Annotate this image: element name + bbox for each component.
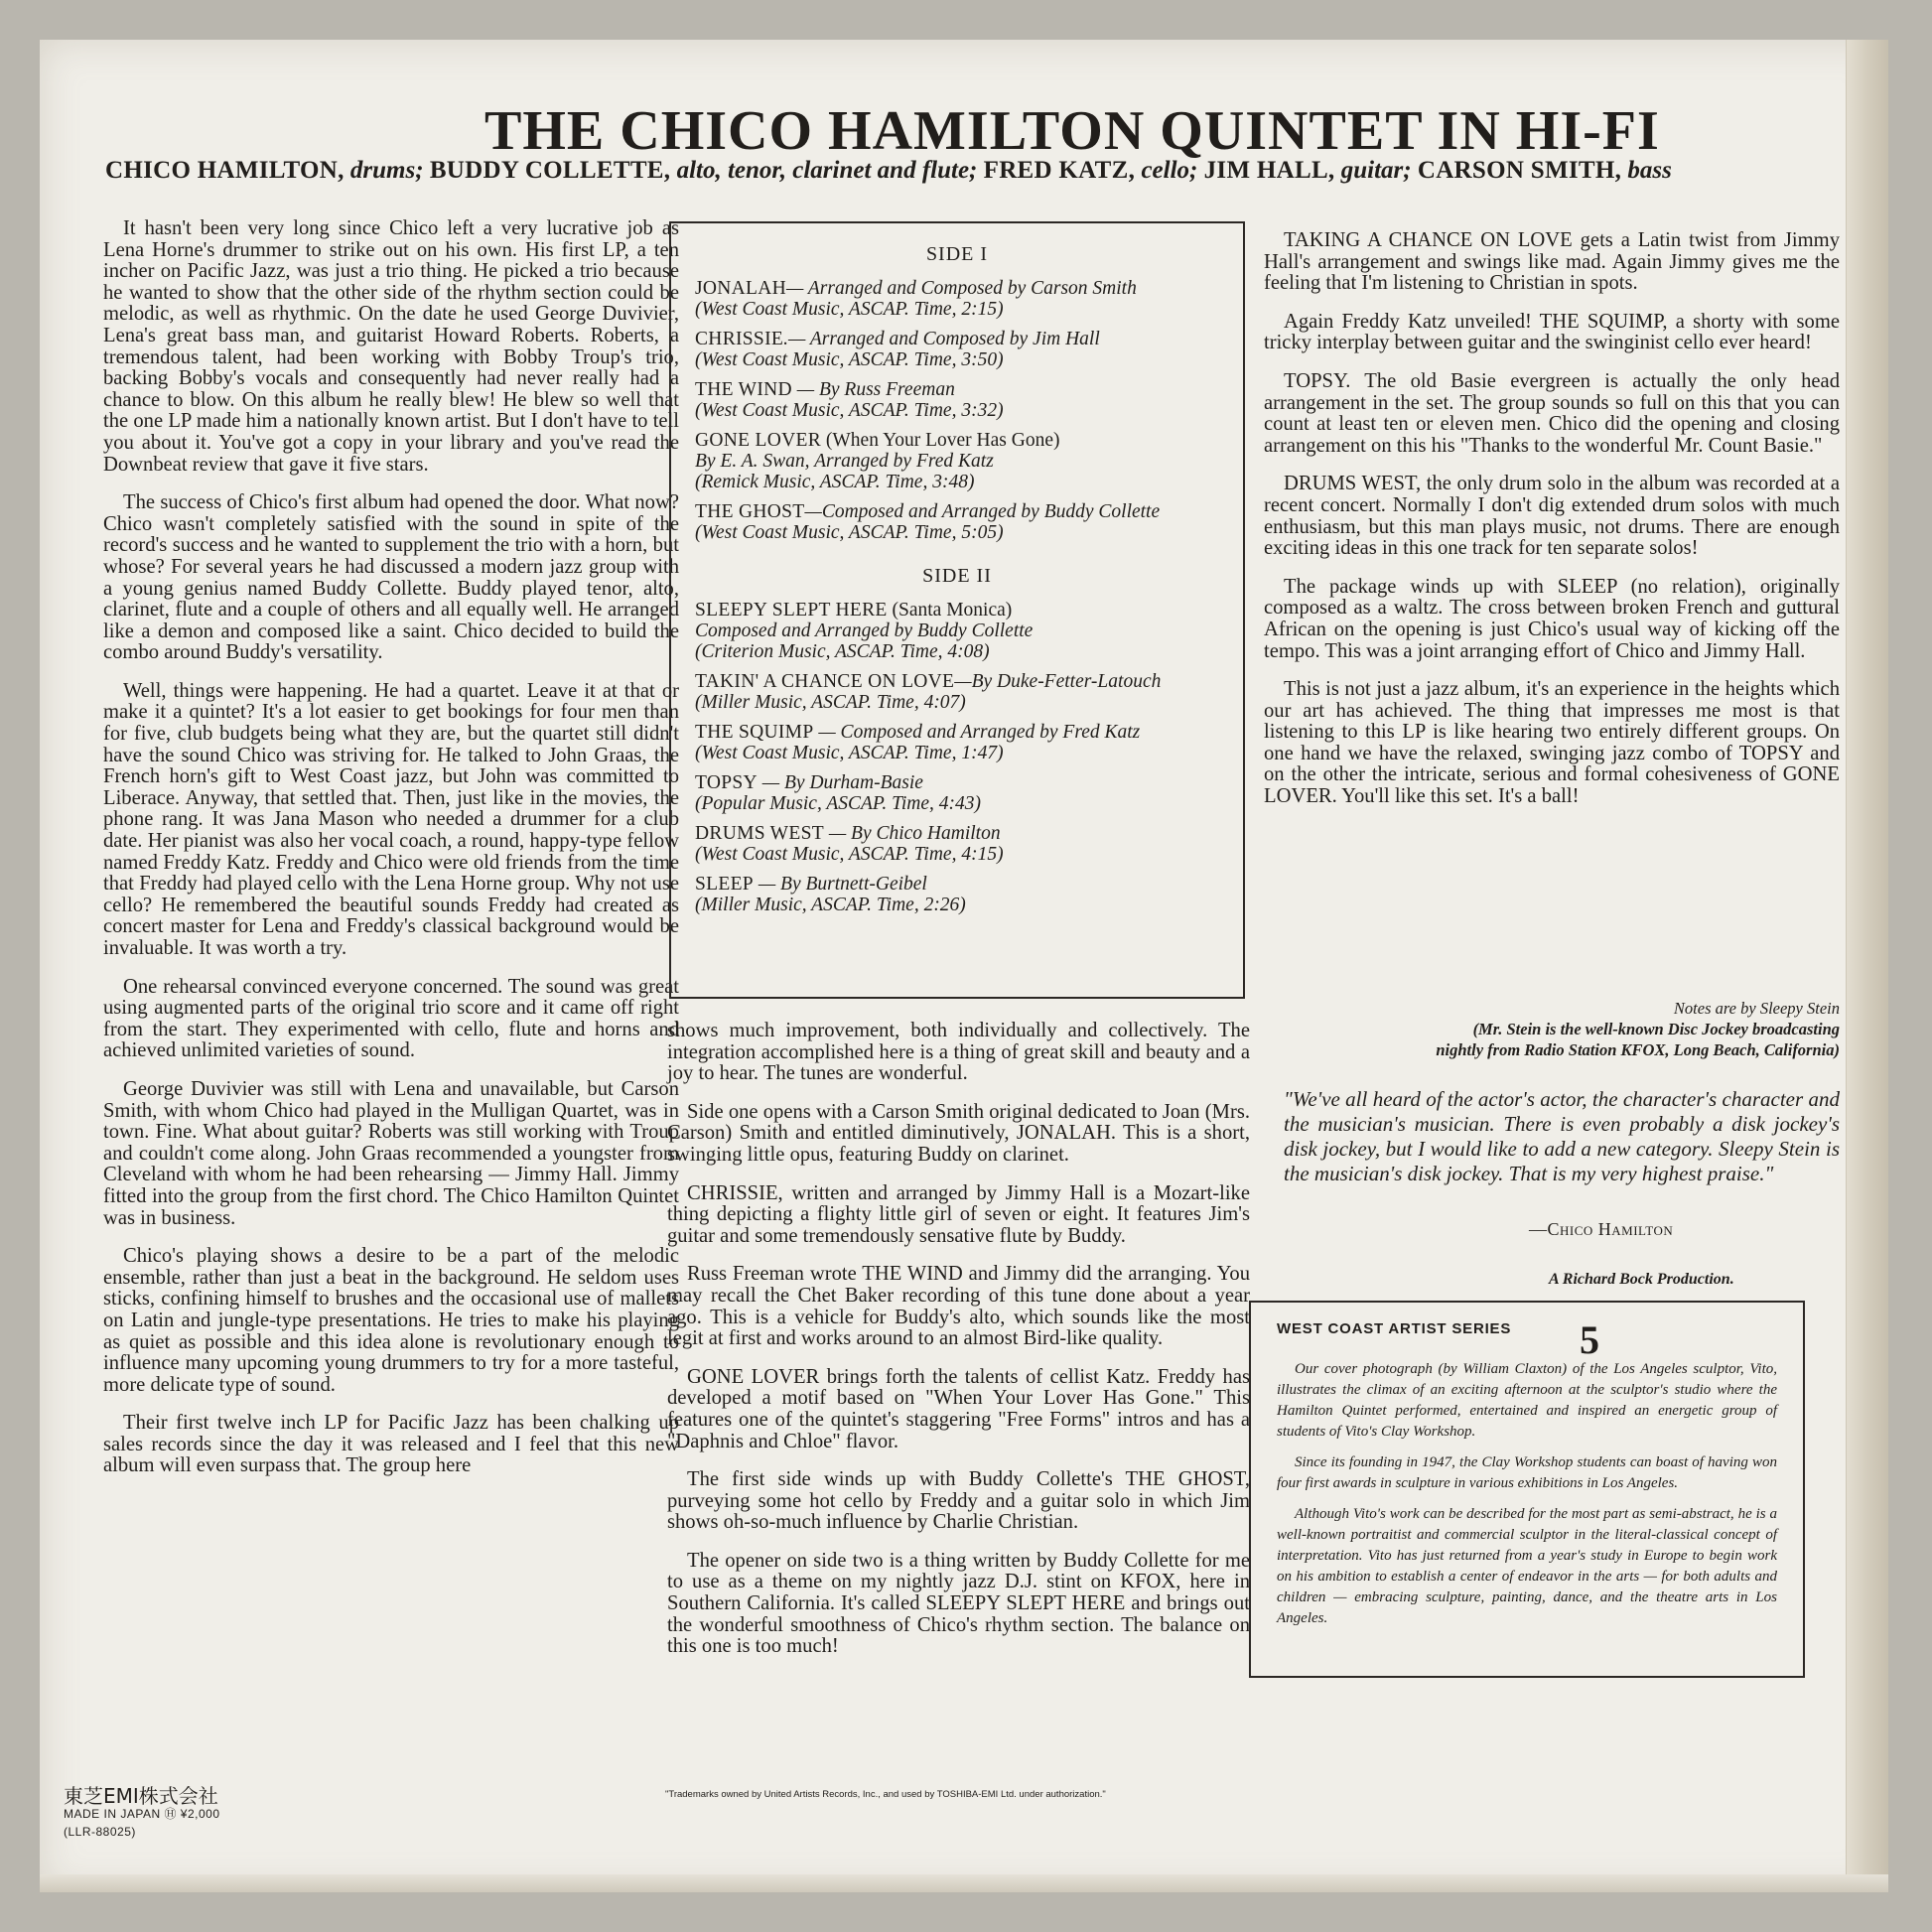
paragraph: Although Vito's work can be described for the most part as semi-abstract, he is a well-known portraitist and commercial sculptor in the literal-classical concept of interpretation. Vito has just returned from a year's study in Europe to begin work on his ambition to establish a center of endeavor in the arts — for both adults and children — embracing sculpture, painting, dance, and the theatre arts in Los Angeles. — [1277, 1506, 1777, 1626]
paragraph: CHRISSIE, written and arranged by Jimmy Hall is a Mozart-like thing depicting a flighty little girl of seven or eight. It features Jim's guitar and some tremendously sensative flute by Buddy. — [667, 1181, 1250, 1247]
track-credit: — Arranged and Composed by Carson Smith — [786, 278, 1137, 299]
track-info: (Criterion Music, ASCAP. Time, 4:08) — [695, 641, 990, 662]
track-item — [695, 329, 1219, 370]
track-title: JONALAH — [695, 278, 787, 299]
trademark-notice: "Trademarks owned by United Artists Records, Inc., and used by TOSHIBA-EMI Ltd. under authorization." — [665, 1789, 1106, 1800]
paragraph: DRUMS WEST, the only drum solo in the album was recorded at a recent concert. Normally I don't dig extended drum solos with much enthusiasm, but this man plays music, not drums. There are enough exciting ideas in this one track for ten separate solos! — [1264, 473, 1840, 560]
liner-notes-column-1 — [103, 218, 679, 1494]
catalog-number: (LLR-88025) — [64, 1825, 136, 1839]
track-title: SLEEPY SLEPT HERE — [695, 600, 888, 621]
track-info: (West Coast Music, ASCAP. Time, 5:05) — [695, 522, 1004, 543]
made-in-label: MADE IN JAPAN Ⓗ ¥2,000 — [64, 1807, 220, 1821]
track-title: THE GHOST — [695, 501, 805, 522]
track-credit: — By Russ Freeman — [791, 379, 955, 400]
paragraph: One rehearsal convinced everyone concerned. The sound was great using augmented parts of the original trio score and it came off right from the start. They experimented with cello, flute and horns and achieved unlimited varieties of sound. — [103, 975, 679, 1062]
album-back-cover — [40, 40, 1888, 1892]
paragraph: Russ Freeman wrote THE WIND and Jimmy did the arranging. You may recall the Chet Baker recording of this tune done about a year ago. This is a vehicle for Buddy's alto, which sounds like the most legit at first and works around to an almost Bird-like quality. — [667, 1263, 1250, 1350]
track-credit: — By Durham-Basie — [757, 772, 923, 793]
credit-role: cello; — [1141, 157, 1198, 184]
track-credit: — By Burtnett-Geibel — [753, 874, 927, 895]
track-info: (Miller Music, ASCAP. Time, 4:07) — [695, 692, 966, 713]
track-item — [695, 430, 1219, 492]
paragraph: TAKING A CHANCE ON LOVE gets a Latin twist from Jimmy Hall's arrangement and swings like mad. Again Jimmy gives me the feeling that I'm listening to Christian in spots. — [1264, 229, 1840, 295]
track-credit: .— Arranged and Composed by Jim Hall — [783, 329, 1100, 349]
track-title: TAKIN' A CHANCE ON LOVE — [695, 671, 955, 692]
track-item — [695, 671, 1219, 713]
track-info: (West Coast Music, ASCAP. Time, 2:15) — [695, 299, 1004, 320]
paragraph: The package winds up with SLEEP (no relation), originally composed as a waltz. The cross between broken French and guttural African on the opening is just Chico's usual way of kicking off the tempo. This was a joint arranging effort of Chico and Jimmy Hall. — [1264, 575, 1840, 662]
track-info: By E. A. Swan, Arranged by Fred Katz — [695, 451, 994, 472]
jacket-spine — [1846, 40, 1888, 1892]
paragraph: George Duvivier was still with Lena and unavailable, but Carson Smith, with whom Chico had played in the Mulligan Quartet, was in town. Fine. What about guitar? Roberts was still working with Troup and couldn't come along. John Graas recommended a youngster from Cleveland with whom he had been rehearsing — Jimmy Hall. Jimmy fitted into the group from the first chord. The Chico Hamilton Quintet was in business. — [103, 1077, 679, 1229]
credit-role: bass — [1627, 157, 1672, 184]
track-title: SLEEP — [695, 874, 754, 895]
paragraph: It hasn't been very long since Chico left a very lucrative job as Lena Horne's drummer to strike out on his own. His first LP, a ten incher on Pacific Jazz, was just a trio thing. He picked a trio because he wanted to show that the other side of the rhythm section could be melodic, as well as rhythmic. On the date he used George Duvivier, Lena's great bass man, and guitarist Howard Roberts. Roberts, a tremendous talent, had been working with Bobby Troup's trio, backing Bobby's vocals and consequently had never really had a chance to blow. On this album he really blew! He blew so well that the one LP made him a nationally known artist. But I don't have to tell you about it. You've got a copy in your library and you've read the Downbeat review that gave it five stars. — [103, 217, 679, 476]
paragraph: Since its founding in 1947, the Clay Workshop students can boast of having won four first awards in sculpture in various exhibitions in Los Angeles. — [1277, 1454, 1777, 1491]
paragraph: Side one opens with a Carson Smith original dedicated to Joan (Mrs. Carson) Smith and entitled diminutively, JONALAH. This is a short, swinging little opus, featuring Buddy on clarinet. — [667, 1100, 1250, 1166]
track-item — [695, 722, 1219, 763]
quote-attribution: —Chico Hamilton — [1529, 1219, 1674, 1239]
credit-name: FRED KATZ, — [983, 157, 1136, 184]
notes-credit — [1264, 998, 1840, 1060]
notes-author-bio: nightly from Radio Station KFOX, Long Beach, California) — [1436, 1040, 1840, 1059]
track-info: (Remick Music, ASCAP. Time, 3:48) — [695, 472, 975, 492]
paragraph: The first side winds up with Buddy Collette's THE GHOST, purveying some hot cello by Freddy and a guitar solo in which Jim shows oh-so-much influence by Charlie Christian. — [667, 1468, 1250, 1534]
personnel-credits — [105, 157, 1853, 185]
credit-role: drums; — [349, 157, 424, 184]
album-title: THE CHICO HAMILTON QUINTET IN HI-FI — [484, 100, 1660, 162]
company-name: 東芝EMI株式会社 — [64, 1784, 218, 1808]
paragraph: The opener on side two is a thing written by Buddy Collette for me to use as a theme on my nightly jazz D.J. stint on KFOX, here in Southern California. It's called SLEEPY SLEPT HERE and brings out the wonderful smoothness of Chico's rhythm section. The balance on this one is too much! — [667, 1549, 1250, 1658]
series-info-box — [1249, 1301, 1805, 1678]
endorsement-quote: "We've all heard of the actor's actor, the character's character and the musician's musician. There is even probably a disk jockey's disk jockey, but I would like to add a new category. Sleepy Stein is the musician's disk jockey. That is my very highest praise." — [1284, 1087, 1840, 1185]
tracklist-box — [669, 221, 1245, 999]
jacket-bottom-edge — [40, 1874, 1888, 1892]
track-info: (Miller Music, ASCAP. Time, 2:26) — [695, 895, 966, 915]
paragraph: The success of Chico's first album had opened the door. What now? Chico wasn't completely satisfied with the sound in spite of the record's success and he wanted to supplement the trio with a horn, but whose? For several years he had discussed a modern jazz group with a young genius named Buddy Collette. Buddy played tenor, alto, clarinet, flute and a couple of others and all equally well. He arranged like a demon and composed like a saint. Chico decided to build the combo around Buddy's versatility. — [103, 491, 679, 664]
notes-author-bio: (Mr. Stein is the well-known Disc Jockey broadcasting — [1472, 1020, 1840, 1038]
track-credit: —By Duke-Fetter-Latouch — [954, 671, 1162, 692]
track-item — [695, 600, 1219, 662]
track-info: (Popular Music, ASCAP. Time, 4:43) — [695, 793, 981, 814]
track-item — [695, 874, 1219, 915]
credit-role: alto, tenor, clarinet and flute; — [676, 157, 978, 184]
credit-name: CHICO HAMILTON, — [105, 157, 345, 184]
track-credit: — Composed and Arranged by Fred Katz — [813, 722, 1141, 743]
track-info: Composed and Arranged by Buddy Collette — [695, 621, 1034, 641]
paragraph: Again Freddy Katz unveiled! THE SQUIMP, a shorty with some tricky interplay between guitar and the swinginist cello ever heard! — [1264, 310, 1840, 354]
track-title: DRUMS WEST — [695, 823, 824, 844]
track-credit: (When Your Lover Has Gone) — [821, 430, 1060, 451]
production-credit: A Richard Bock Production. — [1549, 1271, 1734, 1288]
paragraph: shows much improvement, both individually and collectively. The integration accomplished here is a thing of great skill and beauty and a joy to hear. The tunes are wonderful. — [667, 1020, 1250, 1085]
track-info: (West Coast Music, ASCAP. Time, 3:50) — [695, 349, 1004, 370]
track-credit: — By Chico Hamilton — [823, 823, 1001, 844]
credit-name: JIM HALL, — [1203, 157, 1335, 184]
side-two-heading: SIDE II — [922, 565, 992, 587]
track-credit: (Santa Monica) — [887, 600, 1013, 621]
track-item — [695, 501, 1219, 543]
paragraph: Chico's playing shows a desire to be a part of the melodic ensemble, rather than just a beat in the background. He seldom uses sticks, confining himself to brushes and the occasional use of mallets on Latin and jungle-type presentations. He tries to make his playing as quiet as possible and this idea alone is revolutionary enough to influence many upcoming young drummers to try for a more tasteful, more delicate type of sound. — [103, 1245, 679, 1396]
liner-notes-column-3 — [1264, 230, 1840, 825]
side-one-heading: SIDE I — [925, 243, 989, 265]
credit-role: guitar; — [1340, 157, 1412, 184]
track-title: TOPSY — [695, 772, 758, 793]
track-title: THE WIND — [695, 379, 792, 400]
series-label: WEST COAST ARTIST SERIES — [1277, 1320, 1512, 1337]
track-item — [695, 379, 1219, 421]
track-item — [695, 772, 1219, 814]
paragraph: TOPSY. The old Basie evergreen is actually the only head arrangement in the set. The group sounds so full on this that you can count at least ten or eleven men. Chico did the opening and closing arrangement on this his "Thanks to the wonderful Mr. Count Basie." — [1264, 369, 1840, 457]
track-item — [695, 823, 1219, 865]
paragraph: This is not just a jazz album, it's an experience in the heights which our art has achieved. The thing that impresses me most is that listening to this LP is like hearing two entirely different groups. On one hand we have the relaxed, swinging jazz combo of TOPSY and on the other the intricate, serious and formal cohesiveness of GONE LOVER. You'll like this set. It's a ball! — [1264, 678, 1840, 808]
track-credit: —Composed and Arranged by Buddy Collette — [804, 501, 1161, 522]
paragraph: Their first twelve inch LP for Pacific Jazz has been chalking up sales records since the day it was released and I feel that this new album will even surpass that. The group here — [103, 1412, 679, 1477]
track-info: (West Coast Music, ASCAP. Time, 4:15) — [695, 844, 1004, 865]
notes-author: Notes are by Sleepy Stein — [1673, 999, 1840, 1018]
track-info: (West Coast Music, ASCAP. Time, 3:32) — [695, 400, 1004, 421]
track-item — [695, 278, 1219, 320]
series-description — [1277, 1359, 1777, 1629]
paragraph: Well, things were happening. He had a quartet. Leave it at that or make it a quintet? It's a lot easier to get bookings for four men than for five, club budgets being what they are, but the quartet still didn't have the sound Chico was striving for. He talked to John Graas, the French horn's gift to West Coast jazz, but John was committed to Liberace. Anyway, that settled that. Then, just like in the movies, the phone rang. It was Jana Mason who needed a drummer for a club date. Her pianist was also her vocal coach, a round, happy-type fellow named Freddy Katz. Freddy and Chico were old friends from the time that Freddy had played cello with the Lena Horne group. Why not use cello? He remembered the beautiful sounds Freddy had created as concert master for Lena and Freddy's classical background would be invaluable. It was worth a try. — [103, 679, 679, 959]
credit-name: CARSON SMITH, — [1417, 157, 1622, 184]
liner-notes-column-2 — [667, 1021, 1250, 1675]
track-title: GONE LOVER — [695, 430, 822, 451]
series-number: 5 — [1580, 1317, 1599, 1362]
paragraph: GONE LOVER brings forth the talents of cellist Katz. Freddy has developed a motif based on "When Your Lover Has Gone." This features one of the quintet's staggering "Free Forms" intros and has a "Daphnis and Chloe" flavor. — [667, 1365, 1250, 1452]
track-info: (West Coast Music, ASCAP. Time, 1:47) — [695, 743, 1004, 763]
track-title: THE SQUIMP — [695, 722, 814, 743]
paragraph: Our cover photograph (by William Claxton) of the Los Angeles sculptor, Vito, illustrates the climax of an exciting afternoon at the sculptor's studio where the Hamilton Quintet performed, entertained and inspired an energetic group of students of Vito's Clay Workshop. — [1277, 1361, 1777, 1440]
track-title: CHRISSIE — [695, 329, 784, 349]
credit-name: BUDDY COLLETTE, — [429, 157, 671, 184]
